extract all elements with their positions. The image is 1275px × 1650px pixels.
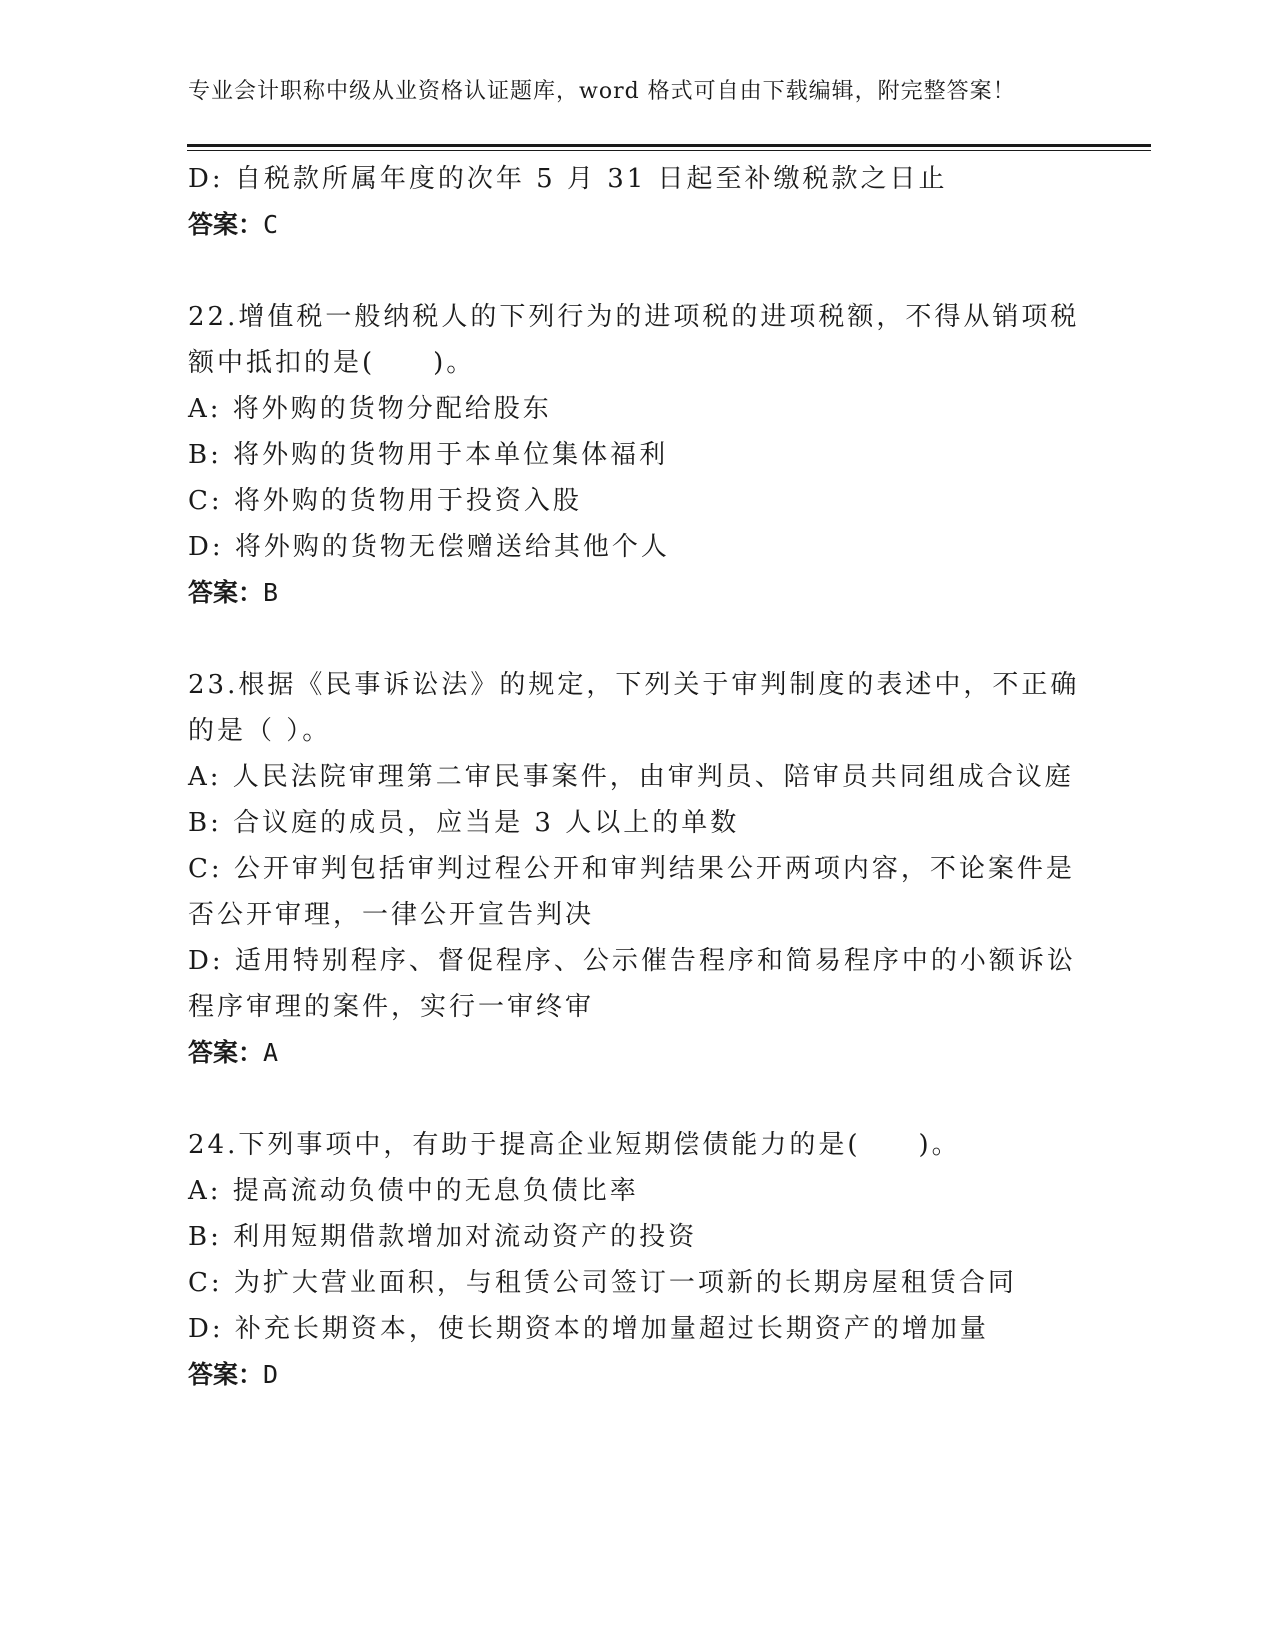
option-c: C: 为扩大营业面积，与租赁公司签订一项新的长期房屋租赁合同 xyxy=(188,1268,1017,1298)
spacer xyxy=(188,616,1078,662)
question-22 xyxy=(188,294,1078,616)
answer-label: 答案： xyxy=(188,1360,264,1389)
option-a: A: 将外购的货物分配给股东 xyxy=(188,394,552,424)
option-b: B: 利用短期借款增加对流动资产的投资 xyxy=(188,1222,698,1252)
answer xyxy=(188,570,1078,616)
answer-label: 答案： xyxy=(188,1038,264,1067)
header-rule-thin xyxy=(187,150,1151,151)
option-d: D: 将外购的货物无偿赠送给其他个人 xyxy=(188,532,670,562)
option-c: C: 公开审判包括审判过程公开和审判结果公开两项内容，不论案件是 xyxy=(188,854,1075,884)
option-c-cont: 否公开审理，一律公开宣告判决 xyxy=(188,900,595,930)
prev-option-d: D: 自税款所属年度的次年 5 月 31 日起至补缴税款之日止 xyxy=(188,164,948,194)
spacer xyxy=(188,1076,1078,1122)
page-header: 专业会计职称中级从业资格认证题库，word 格式可自由下载编辑，附完整答案！ xyxy=(188,79,1016,104)
answer-label: 答案： xyxy=(188,210,264,239)
question-stem: 23.根据《民事诉讼法》的规定，下列关于审判制度的表述中，不正确 xyxy=(188,670,1080,700)
option-b: B: 将外购的货物用于本单位集体福利 xyxy=(188,440,669,470)
option-d: D: 适用特别程序、督促程序、公示催告程序和简易程序中的小额诉讼 xyxy=(188,946,1076,976)
document-body xyxy=(188,156,1078,1398)
option-b: B: 合议庭的成员，应当是 3 人以上的单数 xyxy=(188,808,740,838)
spacer xyxy=(188,248,1078,294)
answer-value: C xyxy=(263,210,279,239)
option-a: A: 提高流动负债中的无息负债比率 xyxy=(188,1176,639,1206)
question-stem: 22.增值税一般纳税人的下列行为的进项税的进项税额，不得从销项税 xyxy=(188,302,1080,332)
option-c: C: 将外购的货物用于投资入股 xyxy=(188,486,582,516)
answer-value: D xyxy=(263,1360,279,1389)
answer-value: A xyxy=(263,1038,279,1067)
answer-value: B xyxy=(263,578,279,607)
question-stem: 24.下列事项中，有助于提高企业短期偿债能力的是( )。 xyxy=(188,1130,961,1160)
question-24 xyxy=(188,1122,1078,1398)
question-stem-cont: 额中抵扣的是( )。 xyxy=(188,348,476,378)
question-stem-cont: 的是（ ）。 xyxy=(188,716,332,746)
answer xyxy=(188,1352,1078,1398)
answer xyxy=(188,1030,1078,1076)
option-a: A: 人民法院审理第二审民事案件，由审判员、陪审员共同组成合议庭 xyxy=(188,762,1074,792)
question-23 xyxy=(188,662,1078,1076)
prev-answer xyxy=(188,202,1078,248)
option-d-cont: 程序审理的案件，实行一审终审 xyxy=(188,992,595,1022)
answer-label: 答案： xyxy=(188,578,264,607)
header-rule-thick xyxy=(187,144,1151,147)
option-d: D: 补充长期资本，使长期资本的增加量超过长期资产的增加量 xyxy=(188,1314,989,1344)
